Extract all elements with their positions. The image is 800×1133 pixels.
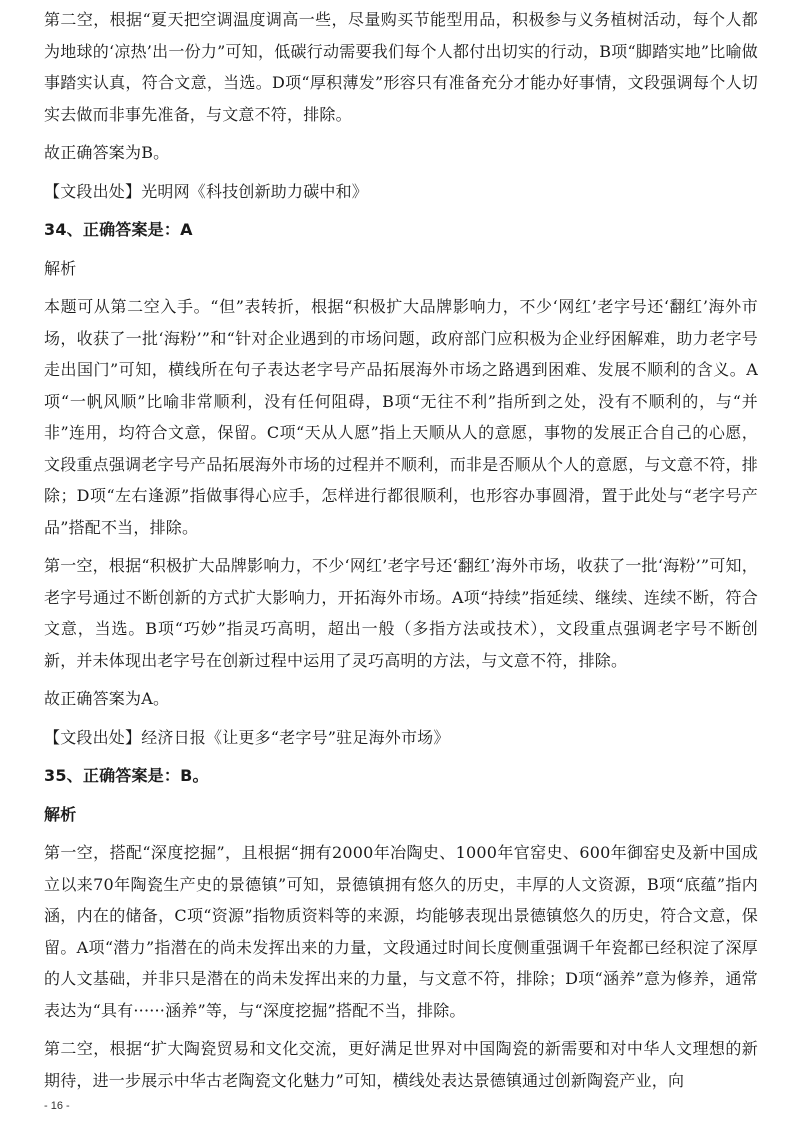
answer-heading-35: 35、正确答案是：B。 [44,766,209,785]
paragraph-q33-source: 【文段出处】光明网《科技创新助力碳中和》 [44,181,369,201]
paragraph-q34-first-blank: 第一空，根据“积极扩大品牌影响力，不少‘网红’老字号还‘翻红’海外市场，收获了一批‘海粉’”可知，老字号通过不断创新的方式扩大影响力，开拓海外市场。A项“持续”指延续、继续、连续不断，符合文意，当选。B项“巧妙”指灵巧高明，超出一般（多指方法或技术），文段重点强调老字号不断创新，并未体现出老字号在创新过程中运用了灵巧高明的方法，与文意不符，排除。 [44,556,758,670]
page-number: - 16 - [44,1100,70,1112]
paragraph-q34-intro: 本题可从第二空入手。“但”表转折，根据“积极扩大品牌影响力，不少‘网红’老字号还‘翻红’海外市场，收获了一批‘海粉’”和“针对企业遇到的市场问题，政府部门应积极为企业纾困解难，助力老字号走出国门”可知，横线所在句子表达老字号产品拓展海外市场之路遇到困难、发展不顺利的含义。A项“一帆风顺”比喻非常顺利，没有任何阻碍，B项“无往不利”指所到之处，没有不顺利的，与“并非”连用，均符合文意，保留。C项“天从人愿”指上天顺从人的意愿，事物的发展正合自己的心愿，文段重点强调老字号产品拓展海外市场的过程并不顺利，而非是否顺从个人的意愿，与文意不符，排除；D项“左右逢源”指做事得心应手，怎样进行都很顺利，也形容办事圆滑，置于此处与“老字号产品”搭配不当，排除。 [44,297,758,537]
paragraph-q33-second-blank: 第二空，根据“夏天把空调温度调高一些，尽量购买节能型用品，积极参与义务植树活动，每个人都为地球的‘凉热’出一份力”可知，低碳行动需要我们每个人都付出切实的行动，B项“脚踏实地”比喻做事踏实认真，符合文意，当选。D项“厚积薄发”形容只有准备充分才能办好事情，文段强调每个人切实去做而非事先准备，与文意不符，排除。 [44,10,758,124]
answer-heading-34: 34、正确答案是：A [44,220,193,239]
paragraph-q33-conclusion: 故正确答案为B。 [44,143,170,162]
document-page [44,4,758,1103]
analysis-label-35: 解析 [44,804,77,824]
paragraph-q34-source: 【文段出处】经济日报《让更多“老字号”驻足海外市场》 [44,727,450,747]
paragraph-q35-first-blank: 第一空，搭配“深度挖掘”，且根据“拥有2000年冶陶史、1000年官窑史、600年御窑史及新中国成立以来70年陶瓷生产史的景德镇”可知，景德镇拥有悠久的历史，丰厚的人文资源，B项“底蕴”指内涵，内在的储备，C项“资源”指物质资料等的来源，均能够表现出景德镇悠久的历史，符合文意，保留。A项“潜力”指潜在的尚未发挥出来的力量，文段通过时间长度侧重强调千年瓷都已经积淀了深厚的人文基础，并非只是潜在的尚未发挥出来的力量，与文意不符，排除；D项“涵养”意为修养，通常表达为“具有······涵养”等，与“深度挖掘”搭配不当，排除。 [44,843,758,1020]
paragraph-q35-second-blank: 第二空，根据“扩大陶瓷贸易和文化交流，更好满足世界对中国陶瓷的新需要和对中华人文理想的新期待，进一步展示中华古老陶瓷文化魅力”可知，横线处表达景德镇通过创新陶瓷产业，向 [44,1039,758,1090]
paragraph-q34-conclusion: 故正确答案为A。 [44,689,170,708]
analysis-label-34: 解析 [44,258,77,278]
